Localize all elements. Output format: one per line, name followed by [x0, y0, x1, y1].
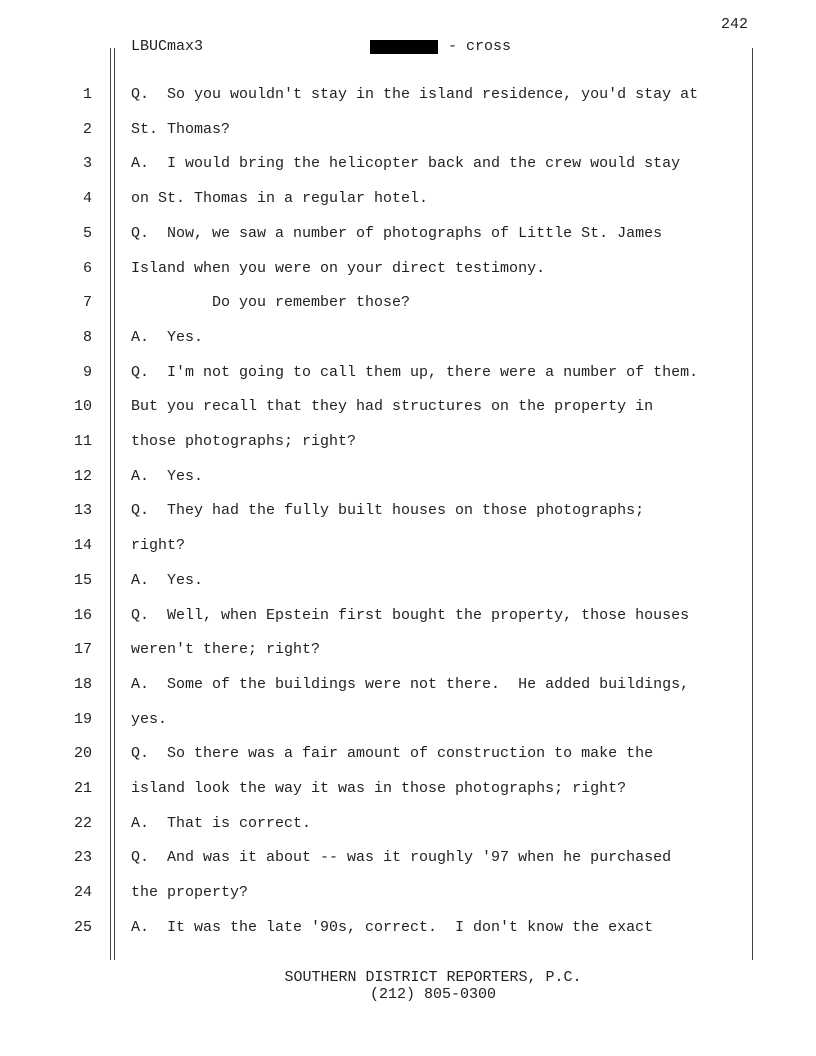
line-number: 18	[73, 675, 92, 693]
line-number: 9	[82, 363, 92, 381]
line-number: 17	[73, 641, 92, 659]
line-number: 14	[73, 537, 92, 555]
header-section: - cross	[448, 38, 512, 55]
line-number: 8	[82, 328, 92, 346]
margin-rule-left-outer	[110, 48, 111, 960]
line-number: 23	[73, 849, 92, 867]
line-number: 5	[82, 224, 92, 242]
line-number: 16	[73, 606, 92, 624]
transcript-line: A. That is correct.	[131, 814, 312, 832]
line-number: 4	[82, 190, 92, 208]
line-number: 6	[82, 259, 92, 277]
transcript-line: A. Yes.	[131, 571, 204, 589]
transcript-line: Q. So there was a fair amount of construction to make the	[131, 745, 654, 763]
line-number: 7	[82, 294, 92, 312]
margin-rule-right	[752, 48, 753, 960]
transcript-line: weren't there; right?	[131, 641, 321, 659]
transcript-line: A. Yes.	[131, 328, 204, 346]
transcript-line: on St. Thomas in a regular hotel.	[131, 190, 429, 208]
line-number: 12	[73, 467, 92, 485]
transcript-line: Q. So you wouldn't stay in the island residence, you'd stay at	[131, 86, 699, 103]
transcript-line: A. Some of the buildings were not there. He added buildings,	[131, 675, 690, 693]
line-number: 22	[73, 814, 92, 832]
header-case-code: LBUCmax3	[131, 38, 204, 55]
transcript-line: those photographs; right?	[131, 433, 357, 450]
line-number: 20	[73, 745, 92, 763]
transcript-line: A. I would bring the helicopter back and the crew would stay	[131, 155, 681, 173]
transcript-line: yes.	[131, 710, 168, 728]
line-number: 24	[73, 884, 92, 902]
line-number: 3	[82, 155, 92, 173]
transcript-line: St. Thomas?	[131, 120, 231, 138]
line-number: 21	[73, 780, 92, 797]
transcript-line: the property?	[131, 884, 249, 902]
line-number: 1	[82, 86, 92, 103]
line-number: 13	[73, 502, 92, 520]
transcript-line: Q. Well, when Epstein first bought the property, those houses	[131, 606, 690, 624]
transcript-line: Q. I'm not going to call them up, there were a number of them.	[131, 363, 699, 381]
transcript-line: island look the way it was in those photographs; right?	[131, 780, 627, 797]
transcript-line: Q. And was it about -- was it roughly '97 when he purchased	[131, 849, 672, 867]
transcript-line: Do you remember those?	[131, 294, 411, 312]
transcript-line: But you recall that they had structures on the property in	[131, 398, 654, 416]
page-number: 242	[720, 16, 748, 33]
margin-rule-left-inner	[114, 48, 115, 960]
transcript-line: Q. They had the fully built houses on those photographs;	[131, 502, 645, 520]
transcript-line: A. Yes.	[131, 467, 204, 485]
footer-phone: (212) 805-0300	[369, 986, 497, 1003]
transcript-line: right?	[131, 537, 186, 555]
line-number: 11	[73, 433, 92, 450]
footer-reporter: SOUTHERN DISTRICT REPORTERS, P.C.	[284, 969, 582, 986]
transcript-line: Island when you were on your direct testimony.	[131, 259, 546, 277]
line-number: 2	[82, 120, 92, 138]
transcript-line: A. It was the late '90s, correct. I don't know the exact	[131, 918, 654, 936]
line-number: 15	[73, 571, 92, 589]
line-number: 25	[73, 918, 92, 936]
line-number: 10	[73, 398, 92, 416]
transcript-line: Q. Now, we saw a number of photographs of Little St. James	[131, 224, 663, 242]
line-number: 19	[73, 710, 92, 728]
redaction-box	[370, 40, 438, 54]
